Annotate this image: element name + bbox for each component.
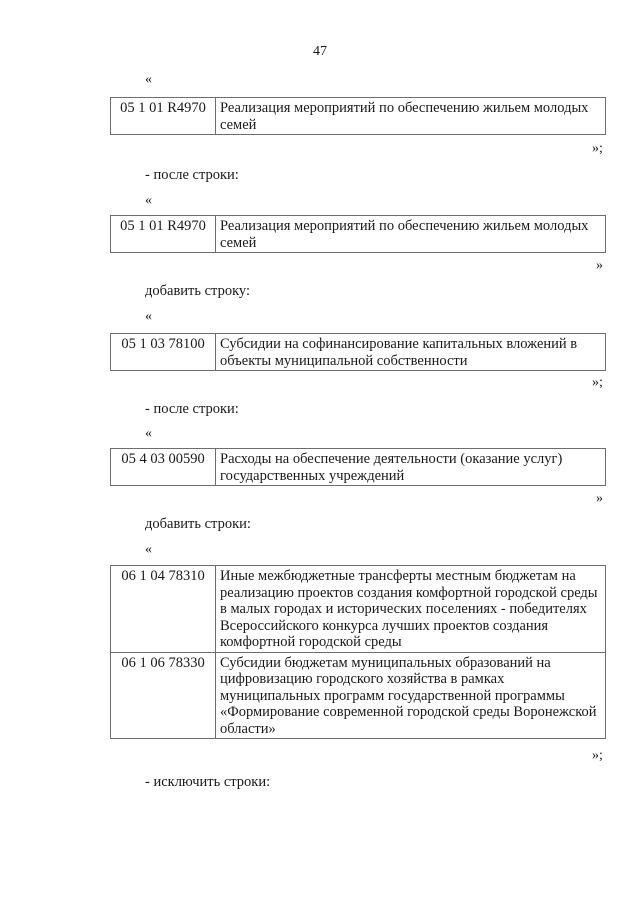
budget-table [110, 215, 606, 253]
budget-code-cell: 06 1 04 78310 [111, 566, 216, 653]
closing-quote: » [596, 258, 603, 273]
opening-quote: « [145, 193, 152, 208]
description-cell: Расходы на обеспечение деятельности (оказание услуг) государственных учреждений [216, 449, 606, 486]
table-row [111, 216, 606, 253]
closing-quote: »; [592, 141, 603, 156]
opening-quote: « [145, 309, 152, 324]
opening-quote: « [145, 426, 152, 441]
budget-table [110, 97, 606, 135]
instruction-text: - после строки: [145, 401, 239, 417]
table-row [111, 449, 606, 486]
closing-quote: »; [592, 748, 603, 763]
table-row [111, 566, 606, 653]
closing-quote: »; [592, 375, 603, 390]
table-row [111, 334, 606, 371]
table-row [111, 98, 606, 135]
table-row [111, 652, 606, 739]
budget-table [110, 448, 606, 486]
budget-code-cell: 05 4 03 00590 [111, 449, 216, 486]
description-cell: Иные межбюджетные трансферты местным бюджетам на реализацию проектов создания комфортной городской среды в малых городах и исторических поселениях - победителях Всероссийского конкурса лучших проектов создания комфортной городской среды [216, 566, 606, 653]
instruction-text: - исключить строки: [145, 774, 271, 790]
opening-quote: « [145, 72, 152, 87]
closing-quote: » [596, 491, 603, 506]
budget-code-cell: 05 1 03 78100 [111, 334, 216, 371]
description-cell: Субсидии на софинансирование капитальных вложений в объекты муниципальной собственности [216, 334, 606, 371]
page-number: 47 [313, 44, 327, 59]
instruction-text: добавить строку: [145, 283, 250, 299]
opening-quote: « [145, 542, 152, 557]
budget-table [110, 565, 606, 739]
budget-code-cell: 06 1 06 78330 [111, 652, 216, 739]
budget-code-cell: 05 1 01 R4970 [111, 216, 216, 253]
description-cell: Субсидии бюджетам муниципальных образований на цифровизацию городского хозяйства в рамках муниципальных программ государственной программы «Формирование современной городской среды Воронежской области» [216, 652, 606, 739]
budget-table [110, 333, 606, 371]
description-cell: Реализация мероприятий по обеспечению жильем молодых семей [216, 216, 606, 253]
instruction-text: добавить строки: [145, 516, 251, 532]
description-cell: Реализация мероприятий по обеспечению жильем молодых семей [216, 98, 606, 135]
instruction-text: - после строки: [145, 167, 239, 183]
budget-code-cell: 05 1 01 R4970 [111, 98, 216, 135]
